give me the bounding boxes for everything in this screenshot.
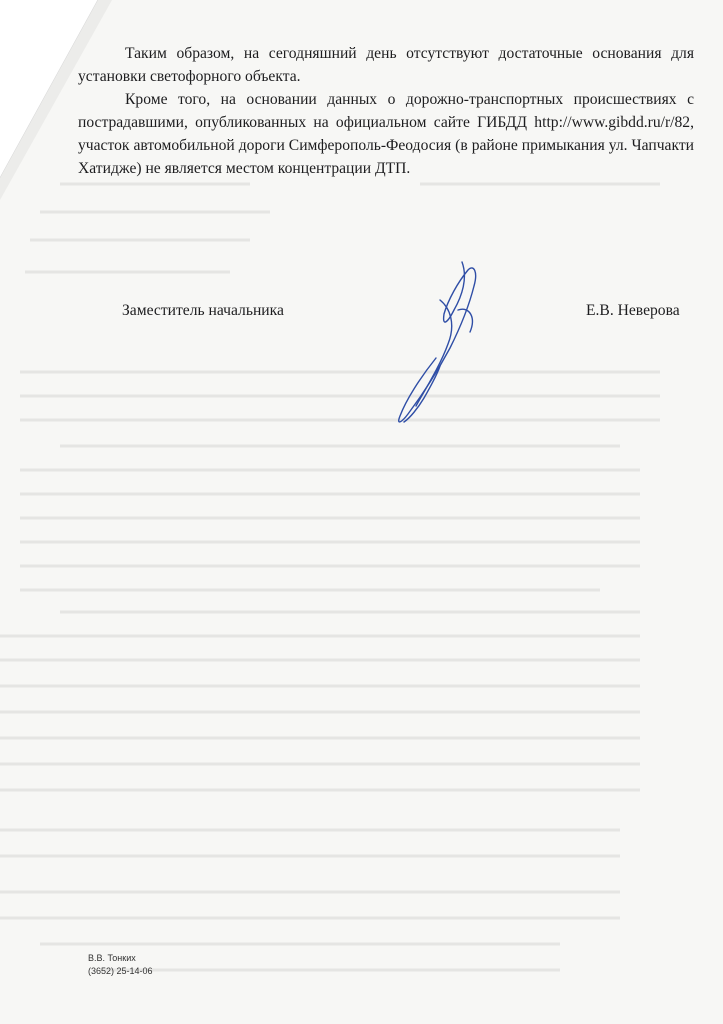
letter-body (78, 42, 694, 180)
paragraph-conclusion: Таким образом, на сегодняшний день отсутствуют достаточные основания для установки светофорного объекта. (78, 45, 694, 85)
signatory-position: Заместитель начальника (122, 302, 284, 319)
signatory-name: Е.В. Неверова (586, 302, 680, 319)
executor-footer (88, 952, 153, 978)
executor-phone: (3652) 25-14-06 (88, 966, 153, 976)
signature-block (0, 302, 723, 324)
handwritten-signature (378, 248, 490, 440)
executor-name: В.В. Тонких (88, 953, 136, 963)
paragraph-accident-data: Кроме того, на основании данных о дорожно-транспортных происшествиях с пострадавшими, опубликованных на официальном сайте ГИБДД http://www.gibdd.ru/r/82, участок автомобильной дороги Симферополь-Феодосия (в районе примыкания ул. Чапчакти Хатидже) не является местом концентрации ДТП. (78, 91, 694, 177)
